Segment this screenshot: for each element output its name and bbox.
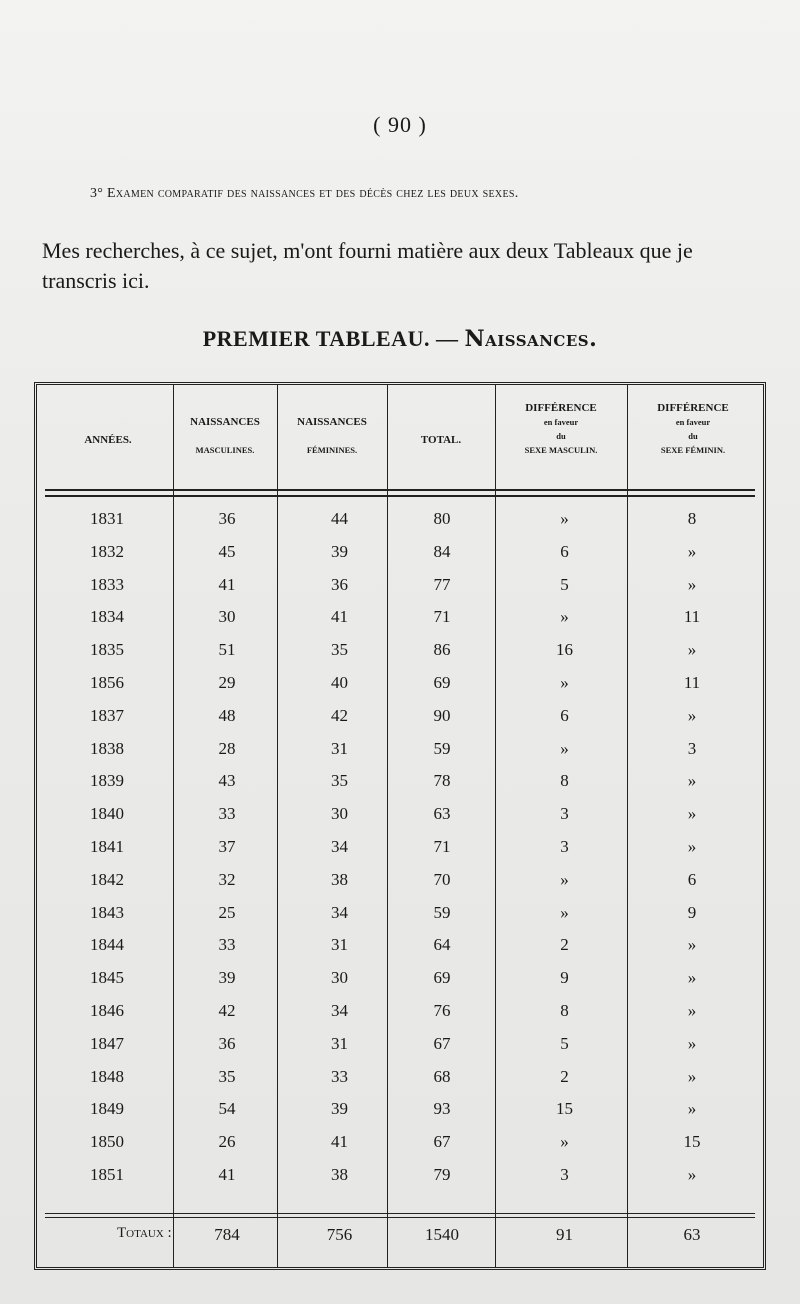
header-rule xyxy=(45,489,755,497)
cell-feminines: 38 xyxy=(331,1165,348,1184)
cell-diff-masculin: 3 xyxy=(560,1165,569,1184)
table-row xyxy=(37,1001,763,1033)
table-row xyxy=(37,837,763,869)
cell-masculines: 33 xyxy=(218,935,236,955)
cell-feminines: 30 xyxy=(331,968,348,988)
cell-masculines: 36 xyxy=(218,509,236,528)
cell-masculines: 26 xyxy=(218,1132,236,1152)
table-title-prefix: PREMIER TABLEAU. — xyxy=(202,326,459,351)
totals-row xyxy=(37,1225,763,1255)
cell-feminines: 31 xyxy=(331,935,348,955)
header-feminines xyxy=(279,415,385,457)
cell-masculines: 37 xyxy=(218,837,236,856)
cell-total: 67 xyxy=(433,1132,451,1152)
header-diff-masculin xyxy=(497,401,625,457)
table-row xyxy=(37,903,763,935)
header-diff-masculin-line2: en faveur xyxy=(543,417,579,427)
header-diff-feminin xyxy=(629,401,757,457)
cell-feminines: 35 xyxy=(331,640,348,660)
table-row xyxy=(37,771,763,803)
cell-diff-feminin: 15 xyxy=(683,1132,701,1152)
cell-diff-masculin: 3 xyxy=(560,837,569,856)
cell-total: 71 xyxy=(433,837,451,856)
cell-masculines: 41 xyxy=(218,574,236,594)
section-heading: 3° Examen comparatif des naissances et des décès chez les deux sexes. xyxy=(90,186,519,201)
cell-diff-feminin: » xyxy=(687,640,697,660)
cell-feminines: 38 xyxy=(331,869,348,889)
cell-total: 80 xyxy=(433,509,451,528)
cell-diff-masculin: 5 xyxy=(560,574,569,594)
intro-paragraph: Mes recherches, à ce sujet, m'ont fourni matière aux deux Tableaux que je transcris ici. xyxy=(42,238,693,293)
cell-total: 79 xyxy=(433,1165,451,1184)
cell-total: 84 xyxy=(433,541,451,561)
totals-feminines: 756 xyxy=(326,1225,353,1244)
cell-diff-masculin: » xyxy=(560,869,569,889)
cell-diff-masculin: 2 xyxy=(560,935,569,955)
table-title-name: Naissances. xyxy=(464,326,598,352)
cell-diff-feminin: » xyxy=(687,1099,697,1119)
cell-diff-feminin: » xyxy=(687,541,697,561)
table-row xyxy=(37,542,763,574)
cell-masculines: 29 xyxy=(218,673,236,692)
cell-masculines: 32 xyxy=(218,869,236,889)
cell-masculines: 51 xyxy=(218,640,236,660)
cell-diff-feminin: » xyxy=(687,968,697,988)
header-masculines-line1: NAISSANCES xyxy=(190,416,260,428)
cell-diff-masculin: 8 xyxy=(560,771,569,791)
cell-feminines: 39 xyxy=(331,541,348,561)
cell-diff-feminin: » xyxy=(687,1066,697,1086)
cell-total: 76 xyxy=(433,1001,451,1020)
cell-feminines: 41 xyxy=(331,607,348,627)
cell-feminines: 34 xyxy=(331,837,348,856)
cell-diff-feminin: 3 xyxy=(687,738,697,758)
cell-diff-masculin: 9 xyxy=(560,968,569,988)
cell-diff-feminin: 9 xyxy=(687,902,697,922)
cell-diff-feminin: » xyxy=(687,837,697,856)
table-row xyxy=(37,706,763,738)
cell-diff-feminin: » xyxy=(687,705,697,725)
cell-year: 1841 xyxy=(90,837,124,856)
cell-year: 1835 xyxy=(90,640,124,660)
table-row xyxy=(37,804,763,836)
header-diff-feminin-line4: SEXE FÉMININ. xyxy=(660,445,726,455)
table-row xyxy=(37,1067,763,1099)
cell-masculines: 35 xyxy=(218,1066,236,1086)
cell-year: 1845 xyxy=(90,968,124,988)
cell-feminines: 40 xyxy=(331,673,348,692)
cell-year: 1834 xyxy=(90,607,124,627)
cell-masculines: 54 xyxy=(218,1099,236,1119)
cell-diff-feminin: » xyxy=(687,1033,697,1053)
cell-year: 1851 xyxy=(90,1165,124,1184)
cell-masculines: 42 xyxy=(218,1001,236,1020)
cell-masculines: 43 xyxy=(218,771,236,791)
cell-feminines: 31 xyxy=(331,1033,348,1053)
table-row xyxy=(37,1165,763,1197)
cell-year: 1843 xyxy=(90,902,124,922)
table-row xyxy=(37,607,763,639)
cell-year: 1837 xyxy=(90,705,124,725)
cell-year: 1844 xyxy=(90,935,124,955)
cell-diff-feminin: » xyxy=(687,574,697,594)
cell-total: 69 xyxy=(433,673,451,692)
cell-masculines: 41 xyxy=(218,1165,236,1184)
totals-diff-feminin: 63 xyxy=(683,1225,701,1244)
cell-year: 1832 xyxy=(90,541,124,561)
cell-year: 1833 xyxy=(90,574,124,594)
cell-diff-masculin: » xyxy=(560,509,569,528)
cell-masculines: 33 xyxy=(218,804,236,824)
cell-total: 68 xyxy=(433,1066,451,1086)
cell-feminines: 34 xyxy=(331,902,348,922)
cell-diff-feminin: » xyxy=(687,935,697,955)
cell-year: 1848 xyxy=(90,1066,124,1086)
cell-diff-masculin: 3 xyxy=(560,804,569,824)
cell-total: 63 xyxy=(433,804,451,824)
header-feminines-line1: NAISSANCES xyxy=(297,416,367,428)
cell-diff-feminin: » xyxy=(687,771,697,791)
cell-year: 1838 xyxy=(90,738,124,758)
cell-total: 59 xyxy=(433,738,451,758)
cell-total: 70 xyxy=(433,869,451,889)
cell-year: 1831 xyxy=(90,509,124,528)
cell-diff-masculin: 15 xyxy=(556,1099,573,1119)
cell-masculines: 25 xyxy=(218,902,236,922)
header-masculines xyxy=(175,415,275,457)
table-row xyxy=(37,509,763,541)
cell-feminines: 42 xyxy=(331,705,348,725)
totals-diff-masculin: 91 xyxy=(556,1225,573,1244)
cell-diff-feminin: 11 xyxy=(683,607,701,627)
cell-feminines: 30 xyxy=(331,804,348,824)
cell-total: 59 xyxy=(433,902,451,922)
table-title xyxy=(0,326,800,352)
cell-feminines: 41 xyxy=(331,1132,348,1152)
cell-feminines: 33 xyxy=(331,1066,348,1086)
cell-diff-masculin: 16 xyxy=(556,640,573,660)
cell-diff-feminin: 6 xyxy=(687,869,697,889)
cell-year: 1840 xyxy=(90,804,124,824)
cell-feminines: 39 xyxy=(331,1099,348,1119)
cell-diff-masculin: » xyxy=(560,607,569,627)
cell-diff-masculin: » xyxy=(560,673,569,692)
totals-masculines: 784 xyxy=(214,1225,240,1244)
header-masculines-line2: MASCULINES. xyxy=(195,445,255,455)
cell-year: 1856 xyxy=(90,673,124,692)
table-row xyxy=(37,575,763,607)
cell-year: 1849 xyxy=(90,1099,124,1119)
cell-masculines: 30 xyxy=(218,607,236,627)
header-diff-masculin-line4: SEXE MASCULIN. xyxy=(524,445,598,455)
cell-masculines: 48 xyxy=(218,705,236,725)
cell-total: 71 xyxy=(433,607,451,627)
table-row xyxy=(37,1099,763,1131)
cell-diff-masculin: 6 xyxy=(560,705,569,725)
totals-total: 1540 xyxy=(425,1225,459,1244)
cell-masculines: 39 xyxy=(218,968,236,988)
cell-diff-masculin: 8 xyxy=(560,1001,569,1020)
cell-feminines: 34 xyxy=(331,1001,348,1020)
header-total: TOTAL. xyxy=(420,434,462,446)
cell-masculines: 28 xyxy=(218,738,236,758)
cell-year: 1846 xyxy=(90,1001,124,1020)
cell-total: 78 xyxy=(433,771,451,791)
page-number: ( 90 ) xyxy=(373,112,427,137)
cell-total: 77 xyxy=(433,574,451,594)
totals-rule xyxy=(45,1213,755,1218)
cell-diff-feminin: 8 xyxy=(687,509,697,528)
cell-diff-masculin: » xyxy=(560,902,569,922)
table-row xyxy=(37,673,763,705)
cell-diff-masculin: 5 xyxy=(560,1033,569,1053)
cell-feminines: 44 xyxy=(331,509,348,528)
cell-diff-feminin: » xyxy=(687,1001,697,1020)
cell-diff-masculin: 6 xyxy=(560,541,569,561)
header-diff-feminin-line1: DIFFÉRENCE xyxy=(657,402,729,414)
cell-diff-masculin: 2 xyxy=(560,1066,569,1086)
cell-total: 90 xyxy=(433,705,451,725)
cell-feminines: 31 xyxy=(331,738,348,758)
table-row xyxy=(37,1132,763,1164)
cell-feminines: 36 xyxy=(331,574,348,594)
cell-total: 69 xyxy=(433,968,451,988)
header-diff-masculin-line1: DIFFÉRENCE xyxy=(525,402,597,414)
cell-diff-feminin: » xyxy=(687,1165,697,1184)
table-row xyxy=(37,968,763,1000)
cell-total: 67 xyxy=(433,1033,451,1053)
cell-year: 1850 xyxy=(90,1132,124,1152)
cell-masculines: 36 xyxy=(218,1033,236,1053)
totals-label: Totaux : xyxy=(117,1225,172,1241)
cell-diff-masculin: » xyxy=(560,1132,569,1152)
cell-masculines: 45 xyxy=(218,541,236,561)
cell-total: 86 xyxy=(433,640,451,660)
table-row xyxy=(37,1034,763,1066)
table-row xyxy=(37,935,763,967)
header-diff-masculin-line3: du xyxy=(556,431,566,441)
table-row xyxy=(37,640,763,672)
table-row xyxy=(37,739,763,771)
cell-year: 1842 xyxy=(90,869,124,889)
cell-diff-feminin: » xyxy=(687,804,697,824)
cell-total: 64 xyxy=(433,935,451,955)
cell-year: 1847 xyxy=(90,1033,124,1053)
cell-year: 1839 xyxy=(90,771,124,791)
cell-feminines: 35 xyxy=(331,771,348,791)
header-diff-feminin-line2: en faveur xyxy=(675,417,711,427)
cell-diff-masculin: » xyxy=(560,738,569,758)
header-feminines-line2: FÉMININES. xyxy=(306,445,358,455)
table-row xyxy=(37,870,763,902)
header-diff-feminin-line3: du xyxy=(688,431,698,441)
births-table xyxy=(34,382,766,1270)
cell-diff-feminin: 11 xyxy=(683,673,701,692)
header-annees: ANNÉES. xyxy=(84,434,132,446)
cell-total: 93 xyxy=(433,1099,451,1119)
